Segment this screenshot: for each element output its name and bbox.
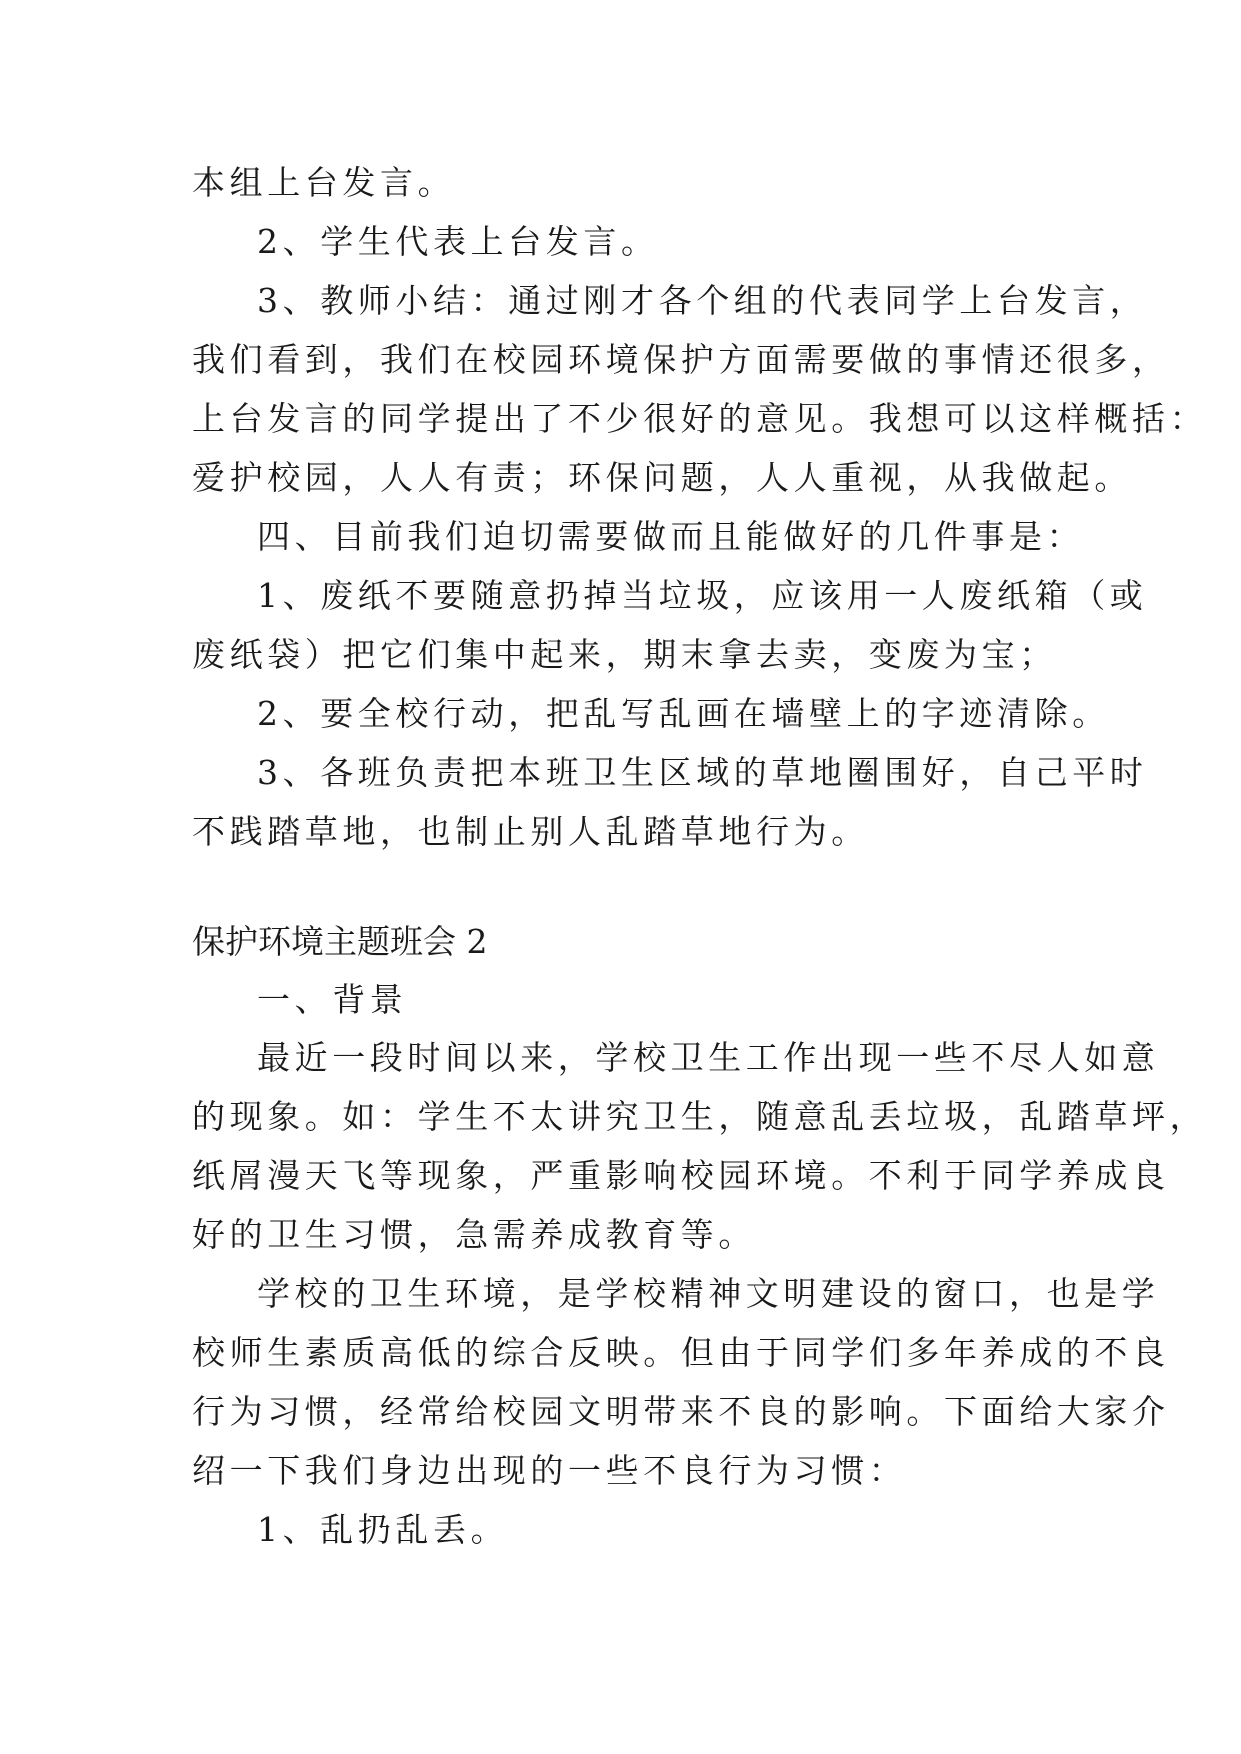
section-heading: 四、目前我们迫切需要做而且能做好的几件事是： <box>257 517 1085 556</box>
paragraph-line: 爱护校园，人人有责；环保问题，人人重视，从我做起。 <box>192 458 1132 497</box>
paragraph-line: 2、要全校行动，把乱写乱画在墙壁上的字迹清除。 <box>257 694 1110 733</box>
paragraph-line: 行为习惯，经常给校园文明带来不良的影响。下面给大家介 <box>192 1392 1170 1431</box>
paragraph-line: 的现象。如：学生不太讲究卫生，随意乱丢垃圾，乱踏草坪， <box>192 1097 1208 1136</box>
paragraph-line: 2、学生代表上台发言。 <box>257 222 659 261</box>
paragraph-line: 校师生素质高低的综合反映。但由于同学们多年养成的不良 <box>192 1333 1170 1372</box>
paragraph-line: 好的卫生习惯，急需养成教育等。 <box>192 1215 756 1254</box>
paragraph-line: 绍一下我们身边出现的一些不良行为习惯： <box>192 1451 907 1490</box>
paragraph-line: 废纸袋）把它们集中起来，期末拿去卖，变废为宝； <box>192 635 1057 674</box>
section-heading: 一、背景 <box>257 980 408 1019</box>
paragraph-line: 3、各班负责把本班卫生区域的草地圈围好，自己平时 <box>257 753 1148 792</box>
paragraph-line: 不践踏草地，也制止别人乱踏草地行为。 <box>192 812 869 851</box>
paragraph-line: 学校的卫生环境，是学校精神文明建设的窗口，也是学 <box>257 1274 1160 1313</box>
paragraph-line: 上台发言的同学提出了不少很好的意见。我想可以这样概括： <box>192 399 1208 438</box>
document-title: 保护环境主题班会 2 <box>192 922 488 961</box>
paragraph-line: 本组上台发言。 <box>192 163 456 202</box>
paragraph-line: 纸屑漫天飞等现象，严重影响校园环境。不利于同学养成良 <box>192 1156 1170 1195</box>
paragraph-line: 最近一段时间以来，学校卫生工作出现一些不尽人如意 <box>257 1038 1160 1077</box>
paragraph-line: 1、乱扔乱丢。 <box>257 1510 509 1549</box>
paragraph-line: 1、废纸不要随意扔掉当垃圾，应该用一人废纸箱（或 <box>257 576 1148 615</box>
paragraph-line: 3、教师小结：通过刚才各个组的代表同学上台发言， <box>257 281 1148 320</box>
paragraph-line: 我们看到，我们在校园环境保护方面需要做的事情还很多， <box>192 340 1170 379</box>
